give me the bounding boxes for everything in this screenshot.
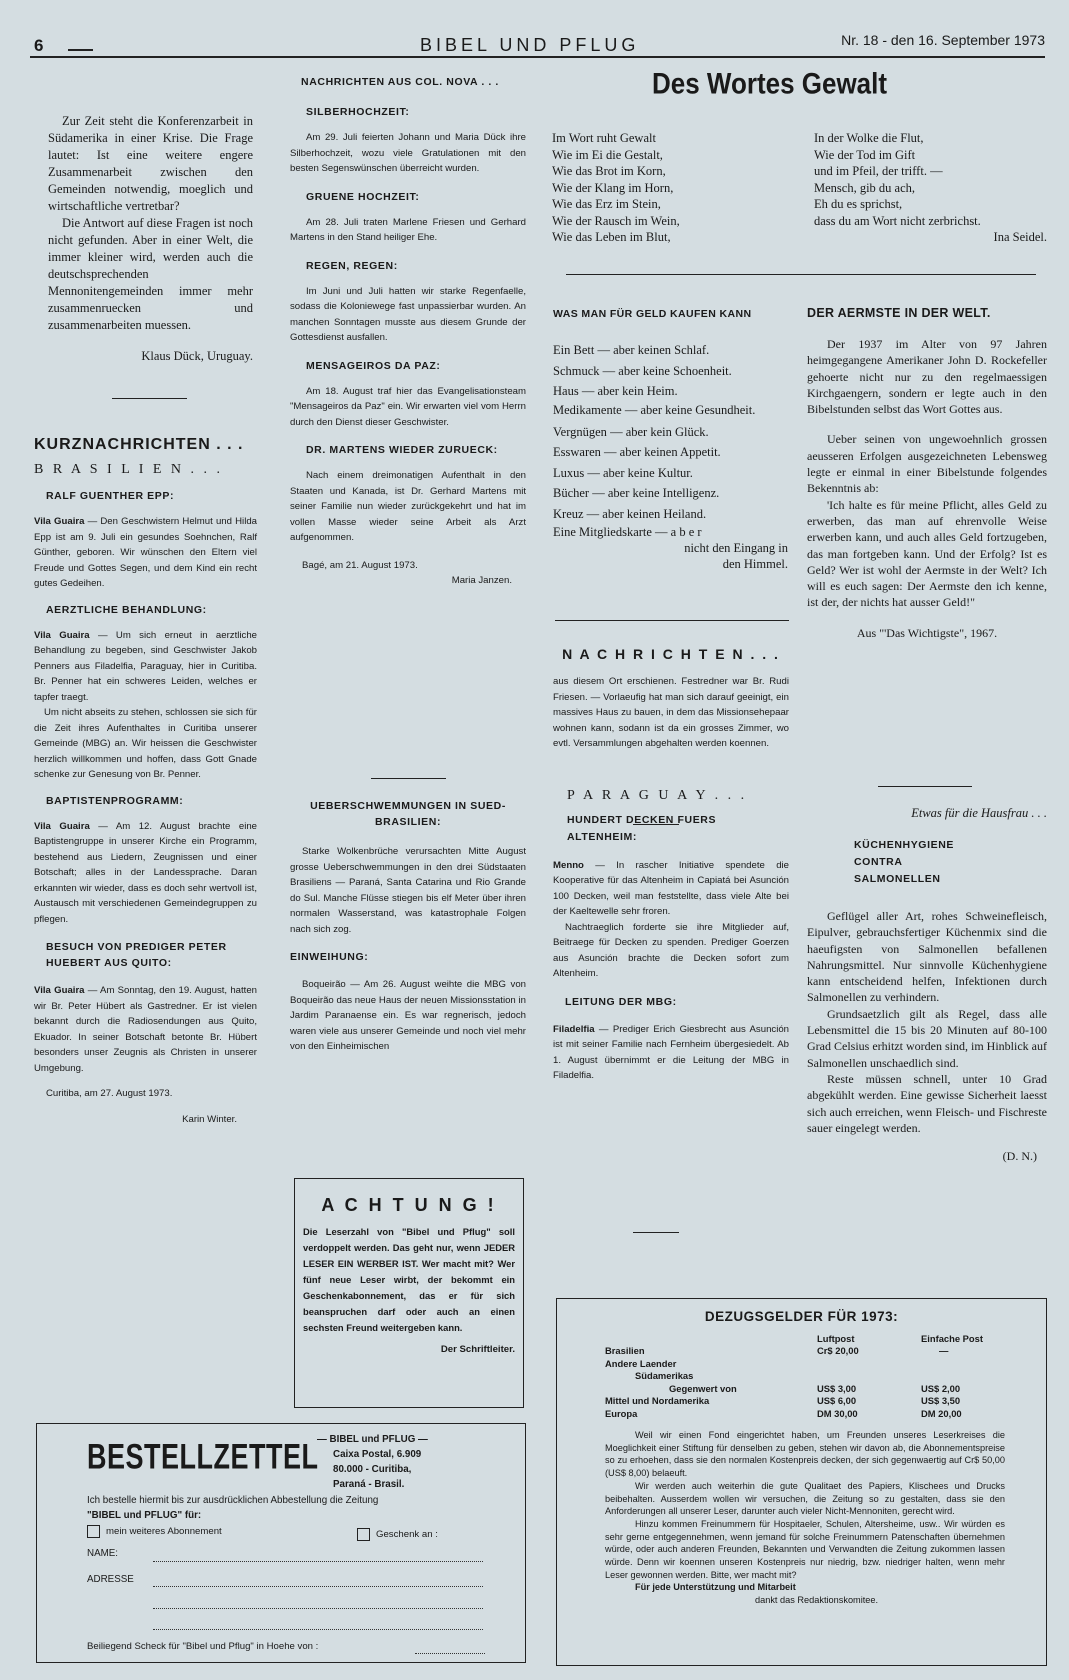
paraguay-heading: P A R A G U A Y . . . [567, 787, 748, 803]
nova-heading: MENSAGEIROS DA PAZ: [306, 359, 441, 372]
price-luftpost: US$ 6,00 [817, 1395, 857, 1406]
divider [633, 824, 679, 825]
place-name: Vila Guaira [34, 985, 85, 996]
paraguay-item [553, 1022, 789, 1084]
option-subscription[interactable] [87, 1525, 222, 1538]
nachrichten-text: aus diesem Ort erschienen. Festredner war Br. Rudi Friesen. — Vorlaeufig hat man sich darauf geeinigt, ein massives Haus zu bauen, in dem das Missionsehepaar wohnen kann, sodann ist da ein grosses Zimmer, wo evtl. Versammlungen abgehalten werden koennen. [553, 676, 789, 749]
geld-contrast: — aber keine Schoenheit. [602, 363, 732, 378]
divider [878, 786, 972, 787]
paraguay-item-continued: Nachtraeglich forderte sie ihre Mitglieder auf, Beitraege für Decken zu spenden. Prediger Goerzen aus Asunción brachte die Decken sofort zum Altenheim. [553, 921, 789, 979]
price-table [605, 1333, 1005, 1420]
geld-last-line: den Himmel. [722, 557, 788, 571]
bestellzettel-title: BESTELLZETTEL [87, 1437, 319, 1477]
geld-contrast: — aber keine Gesundheit. [624, 402, 756, 417]
achtung-title: A C H T U N G ! [321, 1195, 497, 1215]
geld-contrast: — aber kein Heim. [581, 384, 678, 398]
geld-last-line: nicht den Eingang in [684, 541, 788, 555]
aermste-source: Aus "'Das Wichtigste", 1967. [856, 625, 998, 640]
price-einfache: US$ 3,50 [921, 1395, 961, 1406]
section-heading: RALF GUENTHER EPP: [46, 490, 175, 502]
nova-text: Am 28. Juli traten Marlene Friesen und Gerhard Martens in den Stand heiliger Ehe. [290, 216, 526, 243]
divider [633, 1232, 679, 1233]
geld-line [553, 463, 788, 484]
einweihung-text: Boqueirão — Am 26. August weihte die MBG von Boqueirão das neue Haus der neuen Missionsstation in Jardim Paranaense ein. Es war regnerisch, jedoch waren viele aus unserer Gemeinde und noch viel mehr von den Einheimischen [290, 979, 526, 1052]
hausfrau-paragraph: Reste müssen schnell, unter 10 Grad abgekühlt werden. Eine gewisse Sicherheit laesst sich auch erreichen, wenn Fleisch- und Fischreste sauer eingelegt werden. [807, 1071, 1047, 1135]
price-label: Europa [605, 1407, 638, 1419]
aermste-paragraph: Ueber seinen von ungewoehnlich grossen aeusseren Erfolgen ausgezeichneten Lebensweg legte er einmal in einer Bibelstunde folgendes Bekenntnis ab: [807, 432, 1047, 496]
issue-date: Nr. 18 - den 16. September 1973 [841, 32, 1045, 48]
hausfrau-title [854, 837, 1047, 888]
col-header-einfache: Einfache Post [921, 1333, 983, 1344]
column-2-nova [290, 76, 526, 589]
nova-text: Am 29. Juli feierten Johann und Maria Dück ihre Silberhochzeit, wozu viele Gratulationen mit den besten Segenswünschen überreicht wurden. [290, 132, 526, 174]
divider [371, 778, 446, 779]
address-field[interactable] [153, 1608, 483, 1609]
news-text: — Am Sonntag, den 19. August, hatten wir Br. Peter Hübert als Gastredner. Er ist vielen bekannt durch die Radiosendungen aus Quito, Ekuador. In seiner Botschaft betonte Br. Hübert besonders unser Zeugnis als Christen in unserer Umgebung. [34, 985, 257, 1074]
aermste-quote: 'Ich halte es für meine Pflicht, alles Geld zu erwerben, das man auf ehrenvolle Weise erwerben kann, und auch alles Geld fortzugeben, das man fortgeben kann. Und der Erfolg? Ist es Geld? Wer ist wohl der Aermste in der Welt? Ich will es euch sagen: Der Aermste den ich kenne, ist der, der nichts hat ausser Geld!" [807, 497, 1047, 610]
column-1-intro [48, 113, 253, 365]
price-label: Mittel und Nordamerika [605, 1395, 710, 1406]
bezug-body [605, 1429, 1005, 1607]
page-number-dash [68, 49, 93, 51]
price-label: Brasilien [605, 1345, 645, 1356]
nova-heading: GRUENE HOCHZEIT: [306, 190, 420, 203]
poem-line: Wie das Erz im Stein, [552, 197, 661, 211]
name-label: NAME: [87, 1548, 119, 1559]
flood-heading: UEBERSCHWEMMUNGEN IN SUED-BRASILIEN: [310, 800, 506, 828]
geld-line [553, 361, 788, 382]
divider [112, 398, 187, 399]
poem-line: Im Wort ruht Gewalt [552, 131, 656, 145]
bezug-closing: dankt das Redaktionskomitee. [755, 1595, 879, 1606]
poem-line: In der Wolke die Flut, [814, 131, 924, 145]
poem-line: Wie der Rausch im Wein, [552, 213, 680, 228]
kurznachrichten-title: KURZNACHRICHTEN . . . [34, 436, 244, 453]
price-label: Südamerikas [635, 1370, 694, 1381]
hausfrau-title-line: KÜCHENHYGIENE [854, 839, 954, 851]
hausfrau-title-line: CONTRA [854, 856, 903, 868]
divider [555, 620, 789, 621]
geld-list [553, 340, 788, 524]
poem-line: Mensch, gib du ach, [814, 180, 916, 195]
geld-title: WAS MAN FÜR GELD KAUFEN KANN [553, 308, 752, 320]
col-header-luftpost: Luftpost [817, 1333, 855, 1344]
nova-heading: SILBERHOCHZEIT: [306, 106, 410, 118]
scheck-text: Beiliegend Scheck für "Bibel und Pflug" in Hoehe von : [87, 1641, 319, 1652]
price-einfache: — [939, 1345, 949, 1356]
geld-contrast: — aber keinen Appetit. [604, 445, 721, 459]
nachrichten-section [553, 646, 789, 1084]
geld-line [553, 483, 788, 504]
price-label: Gegenwert von [669, 1382, 737, 1394]
price-label: Andere Laender [605, 1357, 677, 1369]
geld-line [553, 422, 788, 443]
page-header [30, 30, 1045, 58]
hausfrau-section [807, 806, 1047, 1164]
bezug-paragraph: Weil wir einen Fond eingerichtet haben, um Freunden unseres Leserkreises die Moeglichkeit einer Stiftung für denselben zu geben, stehen wir davon ab, die Abonnementspreise so zu erhoehen, dass sie den normalen Kostenpreis decken, der sich gegenwaertig auf Cr$ 50,00 (US$ 8,00) belaeuft. [605, 1430, 1005, 1479]
geld-section [553, 308, 788, 572]
achtung-text: Die Leserzahl von "Bibel und Pflug" soll verdoppelt werden. Das geht nur, wenn JEDER LESER EIN WERBER IST. Wer macht mit? Wer fünf neue Leser wirbt, der bekommt ein Geschenkabonnement, das er für sich beanspruchen darf oder auch an einen sechsten Freund weitergeben kann. [303, 1226, 515, 1333]
news-item [34, 983, 257, 1076]
news-dateline: Curitiba, am 27. August 1973. [46, 1088, 173, 1099]
option-gift[interactable] [357, 1528, 438, 1541]
address-line: Caixa Postal, 6.909 [333, 1449, 422, 1460]
amount-field[interactable] [415, 1653, 485, 1654]
news-item-continued: Um nicht abseits zu stehen, schlossen sie sich für die Zeit ihres Aufenthaltes in Curitiba unserer Gemeinde (MBG) an. Wir heissen die Geschwister herzlich willkommen und hoffen, dass Gott Gnade schenke zur Genesung von Br. Penner. [34, 707, 257, 780]
nova-heading: DR. MARTENS WIEDER ZURUECK: [306, 444, 498, 456]
achtung-sign: Der Schriftleiter. [440, 1344, 515, 1355]
price-luftpost: US$ 3,00 [817, 1382, 857, 1394]
publisher-address [317, 1432, 428, 1492]
achtung-box [294, 1178, 524, 1408]
paraguay-text: — In rascher Initiative spendete die Kooperative für das Altenheim in Capiatá bei Asunción 100 Decken, weil man feststellte, dass viele Alte bei der Kaeltewelle sehr froren. [553, 859, 789, 917]
poem-line: Wie das Brot im Korn, [552, 164, 666, 178]
intro-paragraph: Zur Zeit steht die Konferenzarbeit in Südamerika in einer Krise. Die Frage lautet: Ist eine weitere engere Zusammenarbeit zwischen den Gemeinden notwendig, moeglich und wirtschaftliche vertretbar? [48, 114, 253, 213]
paraguay-heading-2: LEITUNG DER MBG: [565, 995, 677, 1008]
place-name: Filadelfia [553, 1023, 595, 1035]
nachrichten-title: N A C H R I C H T E N . . . [562, 646, 780, 662]
geld-contrast: — aber kein Glück. [610, 424, 709, 439]
poem-title: Des Wortes Gewalt [651, 65, 888, 101]
nova-heading: REGEN, REGEN: [306, 259, 398, 272]
hausfrau-title-line: SALMONELLEN [854, 873, 941, 885]
bezugsgelder-box [556, 1298, 1047, 1666]
geld-line [553, 442, 788, 463]
bezug-paragraph: Hinzu kommen Freinummern für Hospitaeler, Schulen, Altersheime, usw.. Wir würden es sehr gerne entgegennehmen, wenn jemand für solche Freinummern Patenschaften übernehmen würde, oder auch anderen Freunden, Bekannten und Verwandten die Zeitung zukommen lassen würde. Denn wir koennen unseren Kostenpreis nur niedrig, bzw. niedriger halten, wenn mehr Leser gewonnen werden. Bitte, wer macht mit? [605, 1518, 1005, 1580]
paraguay-item [553, 858, 789, 920]
flood-text: Starke Wolkenbrüche verursachten Mitte August grosse Ueberschwemmungen in den drei Südstaaten Brasiliens — Paraná, Santa Catarina und Rio Grande do Sul. Manche Flüsse stiegen bis elf Meter über ihren normalen Wasserstand, was katastrophale Folgen nach sich zog. [290, 846, 526, 935]
geld-item: Bücher [553, 486, 590, 500]
price-row [605, 1408, 1005, 1421]
price-row [605, 1370, 1005, 1383]
geld-contrast: — aber keine Intelligenz. [592, 486, 720, 500]
bestellzettel-box [36, 1423, 526, 1663]
intro-paragraph-2: Die Antwort auf diese Fragen ist noch nicht gefunden. Aber in einer Welt, die immer kleiner wird, werden auch die deutschsprechenden Mennonitengemeinden immer mehr zusammenruecken und zusammenarbeiten muessen. [48, 216, 253, 332]
masthead: BIBEL UND PFLUG [420, 35, 640, 55]
geld-item: Luxus [553, 465, 585, 480]
geld-item: Vergnügen [553, 424, 607, 439]
nova-text: Nach einem dreimonatigen Aufenthalt in den Staaten und Kanada, ist Dr. Gerhard Martens mit seiner Familie nun wieder zurückgekehrt und hat im vollen Masse wieder seine Arbeit als Arzt aufgenommen. [290, 470, 526, 543]
aermste-section [807, 306, 1047, 641]
checkbox[interactable] [87, 1525, 100, 1538]
page-number: 6 [34, 36, 44, 55]
poem-line: Eh du es sprichst, [814, 197, 903, 211]
paraguay-heading-1: HUNDERT DECKEN FUERS ALTENHEIM: [567, 813, 717, 843]
news-text: — Am 12. August brachte eine Baptistengruppe in unserer Kirche ein Programm, bestehend aus Liedern, Zeugnissen und einer Botschaft; alles in der Landessprache. Daran erkannten wir wieder, dass es doch sehr wertvoll ist, Austausch mit verschiedenen Gemeindegruppen zu pflegen. [34, 820, 257, 925]
geld-line [553, 340, 788, 361]
price-einfache: US$ 2,00 [921, 1382, 961, 1394]
price-row [605, 1345, 1005, 1358]
nova-author: Maria Janzen. [451, 575, 512, 586]
place-name: Vila Guaira [34, 820, 90, 832]
poem-line: Wie das Leben im Blut, [552, 230, 671, 244]
place-name: Vila Guaira [34, 629, 90, 641]
geld-line [553, 504, 788, 525]
kurznachrichten-section [34, 436, 257, 1127]
geld-item: Ein Bett [553, 343, 595, 357]
poem-line: dass du am Wort nicht zerbrichst. [814, 213, 981, 228]
price-row [605, 1383, 1005, 1396]
hausfrau-sign: (D. N.) [1002, 1149, 1037, 1164]
poem-line: und im Pfeil, der trifft. — [814, 164, 943, 178]
flood-section [290, 798, 526, 1055]
section-heading: BESUCH VON PREDIGER PETER HUEBERT AUS QUITO: [46, 941, 227, 969]
geld-contrast: — aber keine Kultur. [587, 465, 693, 480]
address-field[interactable] [153, 1629, 483, 1630]
price-row [605, 1395, 1005, 1408]
news-text: — Um sich erneut in aerztliche Behandlung zu begeben, sind Geschwister Jakob Penners aus Filadelfia, Paraguay, hier in Curitiba. Br. Penner hat ein schweres Leiden, welches er tapfer traegt. [34, 629, 257, 703]
geld-item: Medikamente [553, 402, 622, 417]
geld-item: Haus [553, 384, 579, 398]
address-label: ADRESSE [87, 1574, 134, 1585]
hausfrau-paragraph: Grundsaetzlich gilt als Regel, dass alle Lebensmittel die 15 bis 20 Minuten auf 80-100 Grad Celsius erhitzt worden sind, im Hinblick auf Salmonellen unschaedlich sind. [807, 1006, 1047, 1070]
aermste-title: DER AERMSTE IN DER WELT. [807, 306, 991, 320]
hausfrau-body [807, 908, 1047, 1164]
geld-contrast: — aber keinen Schlaf. [597, 343, 710, 357]
news-text: — Den Geschwistern Helmut und Hilda Epp ist am 9. Juli ein gesundes Soehnchen, Ralf Günther, geboren. Wir wünschen den Eltern viel Freude und Gottes Segen, und dem Kind ein recht gutes Gedeihen. [34, 516, 257, 589]
news-item [34, 628, 257, 706]
geld-line [553, 381, 788, 402]
place-name: Menno [553, 859, 584, 871]
geld-item: Kreuz [553, 506, 584, 521]
nova-text: Am 18. August traf hier das Evangelisationsteam "Mensageiros da Paz" ein. Wir erwarten viel vom Herrn durch den Dienst dieser Geschwister. [290, 385, 526, 428]
poem-line: Wie der Tod im Gift [814, 147, 916, 162]
geld-item: Schmuck [553, 363, 600, 378]
address-line: — BIBEL und PFLUG — [317, 1434, 428, 1445]
section-heading: AERZTLICHE BEHANDLUNG: [46, 603, 207, 616]
geld-ending [553, 524, 788, 572]
aermste-paragraph: Der 1937 im Alter von 97 Jahren heimgegangene Amerikaner John D. Rockefeller gehoerte nicht nur zu den regelmaessigen Kirchgaengern, sondern er legte auch in den Bibelstunden selbst das Wort Gottes aus. [807, 337, 1047, 417]
bezug-paragraph: Wir werden auch weiterhin die gute Qualitaet des Papiers, Klischees und Drucks beibehalten. Ausserdem wollen wir versuchen, die Zeitung so zu gestalten, dass sie den Anforderungen all unserer Leser, darunter auch vieler Nicht-Mennoniten, gerecht wird. [605, 1480, 1005, 1517]
news-item [34, 514, 257, 592]
poem-line: Wie im Ei die Gestalt, [552, 147, 663, 162]
checkbox[interactable] [357, 1528, 370, 1541]
geld-item: Esswaren [553, 445, 601, 459]
option-label: mein weiteres Abonnement [106, 1526, 222, 1538]
price-row [605, 1358, 1005, 1371]
hausfrau-paragraph: Geflügel aller Art, rohes Schweinefleisch, Eipulver, gebrauchsfertiger Küchenmix sind die haeufigsten von Salmonellen befallenen Nahrungsmittel. Nur sinnvolle Küchenhygiene kann entscheidend helfen, Infektionen durch Salmonellen zu verhindern. [807, 909, 1047, 1005]
geld-line [553, 402, 788, 418]
intro-author: Klaus Dück, Uruguay. [141, 349, 253, 363]
address-line: Paraná - Brasil. [333, 1479, 405, 1490]
divider [566, 274, 1036, 275]
bezug-closing: Für jede Unterstützung und Mitarbeit [635, 1582, 796, 1593]
price-luftpost: Cr$ 20,00 [817, 1345, 859, 1356]
paraguay-text: — Prediger Erich Giesbrecht aus Asunción ist mit seiner Familie nach Fernheim übergesiedelt. Ab 1. August übernimmt er die Leitung der MBG in Filadelfia. [553, 1023, 789, 1081]
option-label: Geschenk an : [376, 1529, 438, 1541]
nova-dateline: Bagé, am 21. August 1973. [302, 559, 418, 571]
poem-author: Ina Seidel. [993, 230, 1047, 244]
hausfrau-kicker: Etwas für die Hausfrau . . . [911, 806, 1047, 820]
news-author: Karin Winter. [182, 1113, 237, 1125]
poem-right [814, 130, 1047, 246]
geld-last-line: Eine Mitgliedskarte — a b e r [553, 525, 702, 539]
nova-text: Im Juni und Juli hatten wir starke Regenfaelle, sodass die Koloniewege fast unpassierbar wurden. An manchen Sonntagen musste aus diesem Grunde der Gottesdienst ausfallen. [290, 285, 526, 343]
order-text: Ich bestelle hiermit bis zur ausdrücklichen Abbestellung die Zeitung [87, 1495, 379, 1506]
price-table-header [605, 1333, 1005, 1345]
poem-line: Wie der Klang im Horn, [552, 180, 674, 195]
name-field[interactable] [153, 1561, 483, 1562]
nova-title: NACHRICHTEN AUS COL. NOVA . . . [301, 76, 499, 88]
poem-left [552, 130, 680, 246]
aermste-body [807, 336, 1047, 641]
section-heading: BAPTISTENPROGRAMM: [46, 794, 184, 807]
geld-contrast: — aber keinen Heiland. [586, 506, 707, 521]
einweihung-heading: EINWEIHUNG: [290, 951, 369, 963]
address-line: 80.000 - Curitiba, [333, 1464, 412, 1475]
price-einfache: DM 20,00 [921, 1407, 962, 1419]
poem-section [552, 65, 1047, 244]
price-luftpost: DM 30,00 [817, 1407, 858, 1419]
news-item [34, 819, 257, 928]
place-name: Vila Guaira [34, 516, 85, 527]
bezug-title: DEZUGSGELDER FÜR 1973: [704, 1309, 899, 1324]
address-field[interactable] [153, 1586, 483, 1587]
brasilien-heading: B R A S I L I E N . . . [34, 462, 224, 477]
order-text: "BIBEL und PFLUG" für: [87, 1510, 202, 1521]
